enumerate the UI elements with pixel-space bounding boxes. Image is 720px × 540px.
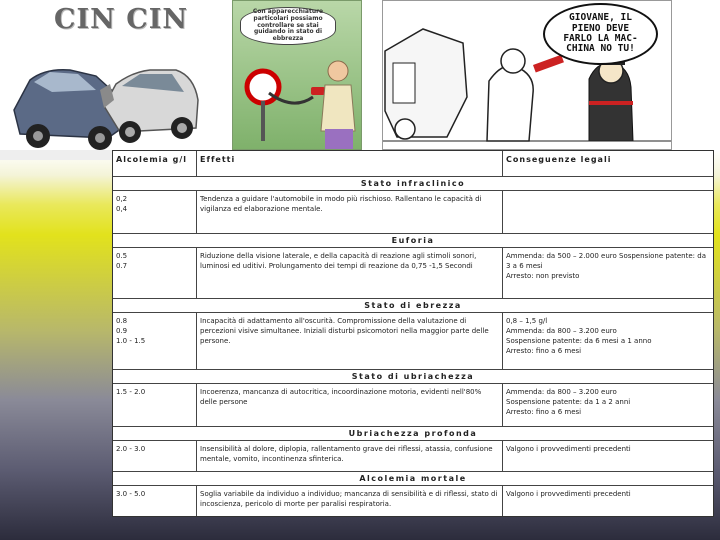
effects-cell: Soglia variabile da individuo a individuo; mancanza di sensibilità e di riflessi, stato di incoscienza, pericolo di morte per paralisi respiratoria. [197, 486, 503, 516]
alcohol-level-cell: 2.0 - 3.0 [113, 441, 197, 471]
cartoon-image [382, 0, 672, 150]
effects-cell: Incoerenza, mancanza di autocritica, incoordinazione motoria, evidenti nell'80% delle persone [197, 384, 503, 426]
table-row [113, 440, 713, 471]
speech-bubble: GIOVANE, IL PIENO DEVE FARLO LA MAC-CHINA NO TU! [543, 3, 658, 65]
poster-caption: Con apparecchiature particolari possiamo controllare se stai guidando in stato di ebbrezza [240, 7, 336, 45]
header-effetti: Effetti [197, 151, 503, 176]
effects-cell: Insensibilità al dolore, diplopia, rallentamento grave dei riflessi, atassia, confusione mentale, vomito, incontinenza sfinterica. [197, 441, 503, 471]
table-row [113, 190, 713, 233]
effects-cell: Riduzione della visione laterale, e della capacità di reazione agli stimoli sonori, luminosi ed uditivi. Prolungamento dei tempi di reazione da 0,75 -1,5 Secondi [197, 248, 503, 298]
alcohol-level-cell: 0,2 0,4 [113, 191, 197, 233]
table-row [113, 247, 713, 298]
table-header-row [113, 151, 713, 176]
effects-cell: Tendenza a guidare l'automobile in modo più rischioso. Rallentano le capacità di vigilanza ed elaborazione mentale. [197, 191, 503, 233]
stage-title: Stato di ubriachezza [113, 369, 713, 383]
alcohol-level-cell: 0.8 0.9 1.0 - 1.5 [113, 313, 197, 369]
table-row [113, 312, 713, 369]
stage-title: Stato infraclinico [113, 176, 713, 190]
alcohol-level-cell: 1.5 - 2.0 [113, 384, 197, 426]
header-alcolemia: Alcolemia g/l [113, 151, 197, 176]
legal-cell [503, 191, 713, 233]
table-row [113, 485, 713, 516]
car-crash-image [0, 0, 205, 160]
stage-title: Ubriachezza profonda [113, 426, 713, 440]
table-row [113, 383, 713, 426]
legal-cell: Valgono i provvedimenti precedenti [506, 490, 631, 498]
alcohol-effects-table [112, 150, 714, 517]
stage-title: Alcolemia mortale [113, 471, 713, 485]
stage-title: Euforia [113, 233, 713, 247]
breathalyzer-poster-image [232, 0, 362, 150]
stage-title: Stato di ebrezza [113, 298, 713, 312]
header-conseguenze: Conseguenze legali [506, 155, 612, 164]
effects-cell: Incapacità di adattamento all'oscurità. Compromissione della valutazione di percezioni visive simultanee. Iniziali disturbi psicomotori nella maggior parte delle persone. [197, 313, 503, 369]
legal-cell: Ammenda: da 500 – 2.000 euro Sospensione patente: da 3 a 6 mesi Arresto: non previsto [506, 252, 706, 281]
alcohol-level-cell: 3.0 - 5.0 [113, 486, 197, 516]
cin-cin-logo: CIN CIN [54, 4, 188, 35]
legal-cell: Ammenda: da 800 – 3.200 euro Sospensione patente: da 1 a 2 anni Arresto: fino a 6 mesi [506, 388, 631, 417]
legal-cell: 0,8 – 1,5 g/l Ammenda: da 800 – 3.200 euro Sospensione patente: da 6 mesi a 1 anno Arresto: fino a 6 mesi [506, 317, 652, 356]
alcohol-level-cell: 0.5 0.7 [113, 248, 197, 298]
legal-cell: Valgono i provvedimenti precedenti [506, 445, 631, 453]
